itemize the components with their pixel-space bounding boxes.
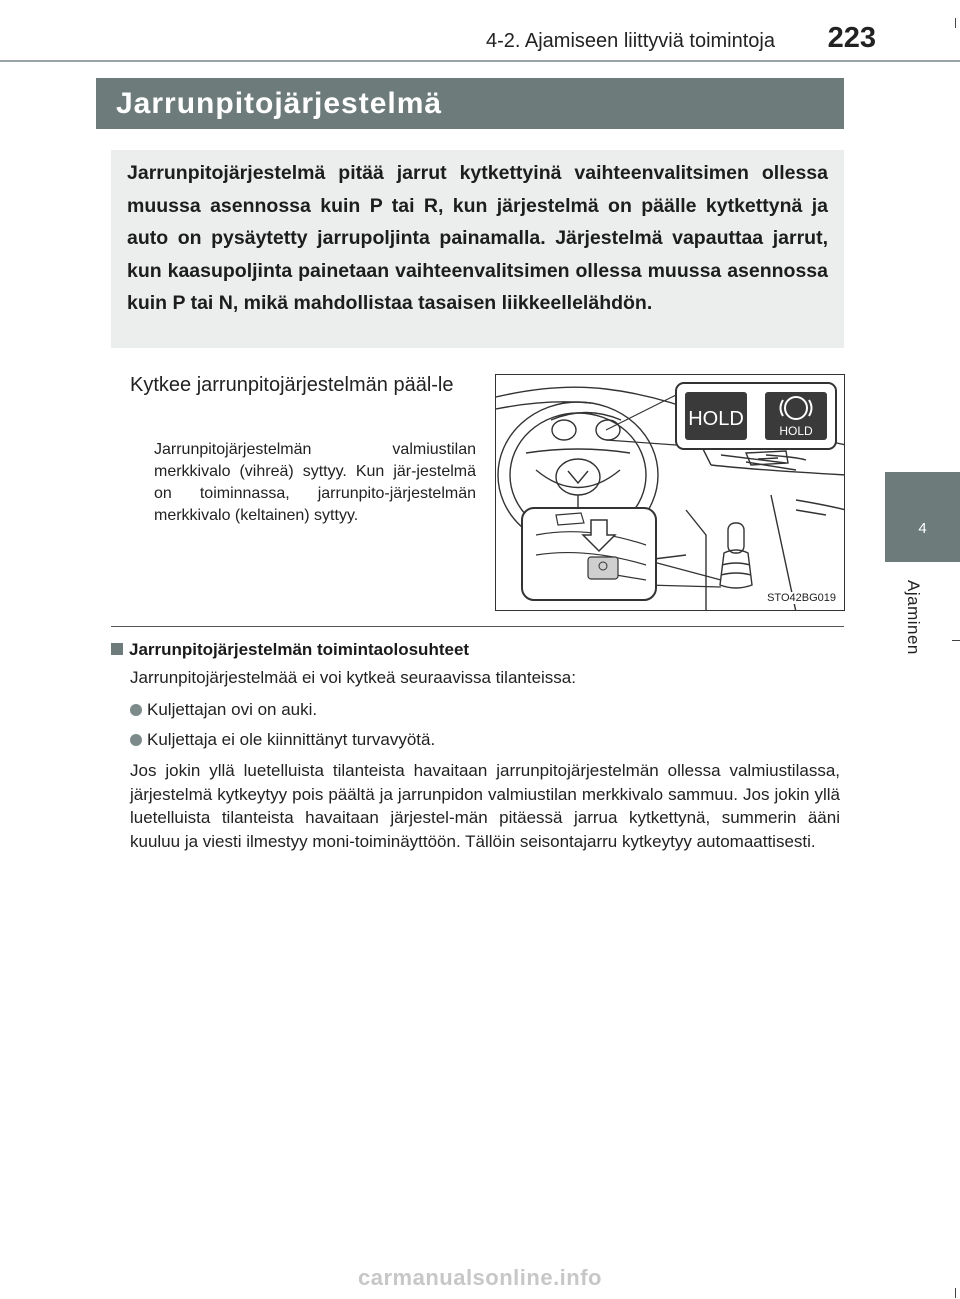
square-bullet-icon (111, 643, 123, 655)
conditions-note: Jos jokin yllä luetelluista tilanteista havaitaan jarrunpitojärjestelmän ollessa valmiustilassa, järjestelmä kytkeytyy pois päältä ja jarrunpidon valmiustilan merkkivalo sammuu. Jos jokin yllä luetelluista tilanteista havaitaan järjestel-män pitäessä jarrua kytkettynä, summerin ääni kuuluu ja viesti ilmestyy moni-toiminäyttöön. Tällöin seisontajarru kytkeytyy automaattisesti. (130, 761, 840, 851)
crop-mark (955, 18, 956, 28)
section-divider (111, 626, 844, 627)
step-description: Jarrunpitojärjestelmän valmiustilan merkkivalo (vihreä) syttyy. Kun jär-jestelmä on toiminnassa, jarrunpito-järjestelmän merkkivalo (keltainen) syttyy. (154, 441, 476, 524)
bullet-dot-icon (130, 734, 142, 746)
hold-indicator-text-2: HOLD (779, 424, 813, 438)
dashboard-drawing (496, 375, 845, 611)
list-item (130, 730, 435, 750)
header-section-title: 4-2. Ajamiseen liittyviä toimintoja (485, 30, 775, 52)
figure-code: STO42BG019 (767, 592, 836, 604)
section-title: Jarrunpitojärjestelmä (96, 78, 844, 129)
intro-text: Jarrunpitojärjestelmä pitää jarrut kytkettyinä vaihteenvalitsimen ollessa muussa asennossa kuin P tai R, kun järjestelmä on päälle kytkettynä ja auto on pysäytetty jarrupoljinta painamalla. Järjestelmä vapauttaa jarrut, kun kaasupoljinta painetaan vaihteenvalitsimen ollessa muussa asennossa kuin P tai N, mikä mahdollistaa tasaisen liikkeellelähdön. (127, 162, 828, 314)
watermark: carmanualsonline.info (358, 1265, 602, 1290)
bullet-dot-icon (130, 704, 142, 716)
list-item-text: Kuljettajan ovi on auki. (147, 700, 318, 719)
conditions-intro: Jarrunpitojärjestelmää ei voi kytkeä seuraavissa tilanteissa: (130, 668, 576, 687)
chapter-tab-number: 4 (918, 520, 927, 537)
intro-box (111, 150, 844, 348)
page-number: 223 (827, 22, 876, 54)
chapter-tab (885, 472, 960, 562)
hold-indicator-text-1: HOLD (688, 408, 744, 430)
list-item (130, 700, 317, 720)
list-item-text: Kuljettaja ei ole kiinnittänyt turvavyötä. (147, 730, 436, 749)
hold-switch-illustration (495, 374, 845, 611)
hold-switch-button (588, 557, 618, 579)
chapter-tab-label: Ajaminen (904, 580, 923, 655)
header-divider (0, 60, 960, 62)
crop-mark (952, 640, 960, 641)
step-title: Kytkee jarrunpitojärjestelmän pääl-le (130, 374, 454, 396)
conditions-heading-text: Jarrunpitojärjestelmän toimintaolosuhteet (129, 640, 470, 659)
conditions-heading (111, 640, 469, 660)
